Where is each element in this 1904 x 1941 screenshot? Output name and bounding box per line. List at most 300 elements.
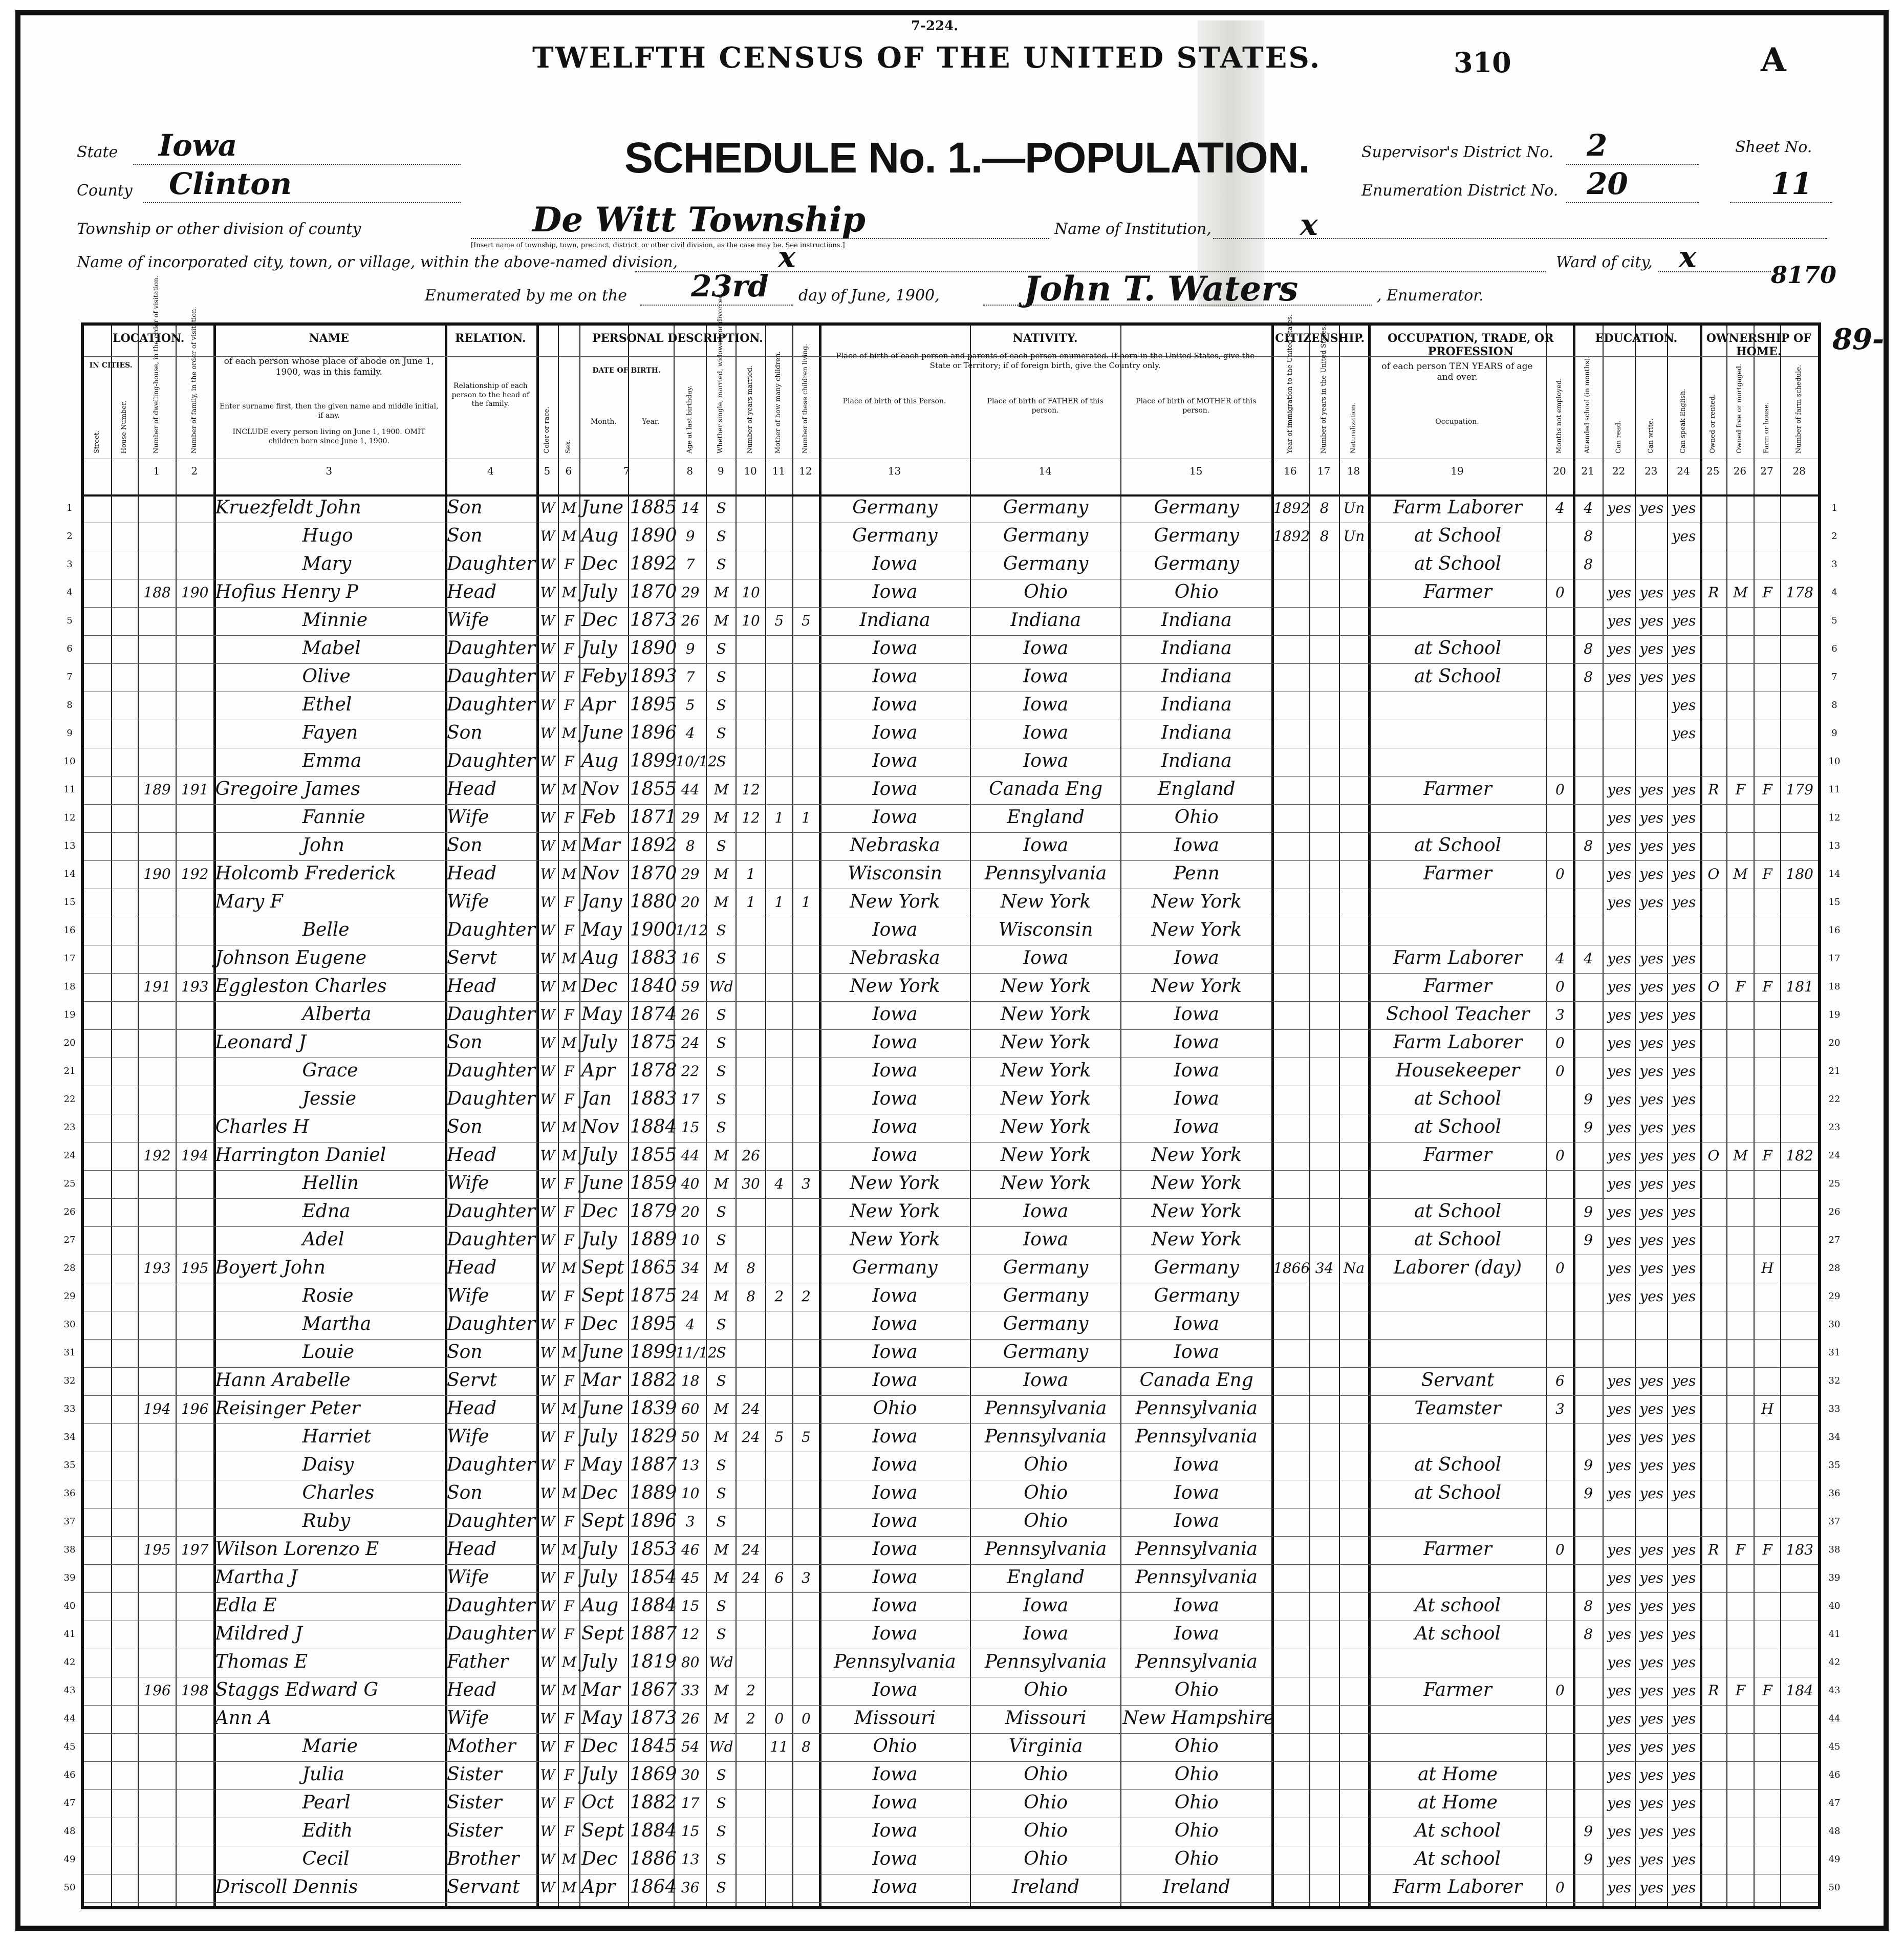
- cell-yr: 1840: [630, 976, 677, 997]
- cell-mc: 1: [774, 809, 784, 826]
- cell-rd: yes: [1607, 1400, 1632, 1417]
- cell-rel: Father: [446, 1651, 509, 1672]
- cell-col: W: [540, 950, 555, 967]
- cell-mon: Apr: [581, 1060, 616, 1081]
- row-number-right: 49: [1828, 1854, 1841, 1865]
- cell-bp: New York: [850, 891, 940, 912]
- cell-bp: Ohio: [873, 1736, 917, 1757]
- cell-rd: yes: [1607, 1626, 1632, 1643]
- cell-age: 34: [681, 1260, 700, 1277]
- cell-mar: S: [716, 1063, 726, 1080]
- cell-wr: yes: [1639, 1457, 1664, 1474]
- cell-wr: yes: [1639, 1541, 1664, 1558]
- cell-name: Fayen: [302, 722, 358, 743]
- cell-col: W: [540, 1034, 555, 1051]
- cell-col: W: [540, 753, 555, 770]
- cell-mne: 0: [1555, 866, 1565, 882]
- cell-yr: 1884: [630, 1595, 677, 1616]
- column-number: 3: [326, 465, 333, 477]
- cell-bp: Indiana: [859, 610, 931, 631]
- cell-mar: S: [716, 1795, 726, 1811]
- cell-rel: Head: [446, 1539, 497, 1560]
- cell-yus: 8: [1319, 500, 1329, 516]
- cell-yr: 1880: [630, 891, 677, 912]
- row-number-right: 39: [1828, 1572, 1841, 1583]
- cell-mne: 6: [1555, 1372, 1565, 1389]
- cell-sch: 9: [1584, 1203, 1593, 1220]
- row-number-left: 17: [63, 953, 76, 964]
- cell-name: Mary: [302, 553, 352, 574]
- row-rule: [84, 1226, 1818, 1227]
- census-sheet: [15, 10, 1889, 1931]
- cell-rel: Daughter: [446, 1454, 535, 1475]
- cell-om: F: [1735, 978, 1746, 995]
- cell-mon: July: [581, 638, 617, 659]
- cell-yr: 1874: [630, 1004, 677, 1025]
- row-number-left: 10: [63, 756, 76, 767]
- cell-sex: F: [564, 1457, 574, 1474]
- row-number-right: 30: [1828, 1319, 1841, 1330]
- cell-col: W: [540, 809, 555, 826]
- subhead-birth-mother: Place of birth of MOTHER of this person.: [1136, 397, 1257, 415]
- cell-bf: Iowa: [1023, 666, 1069, 687]
- cell-yr: 1859: [630, 1173, 677, 1194]
- cell-sch: 4: [1584, 500, 1593, 516]
- cell-rel: Head: [446, 976, 497, 997]
- cell-bm: New York: [1151, 1229, 1242, 1250]
- cell-om: F: [1735, 1682, 1746, 1699]
- cell-bp: New York: [850, 976, 940, 997]
- cell-age: 11/12: [676, 1344, 717, 1361]
- cell-mc: 6: [774, 1569, 784, 1586]
- cell-yr: 1879: [630, 1201, 677, 1222]
- row-number-right: 4: [1831, 587, 1837, 598]
- cell-yr: 1864: [630, 1877, 677, 1897]
- cell-sex: F: [564, 1091, 574, 1108]
- cell-mne: 0: [1555, 1034, 1565, 1051]
- cell-yus: 34: [1315, 1260, 1334, 1277]
- cell-wr: yes: [1639, 1147, 1664, 1164]
- cell-fh: F: [1762, 584, 1772, 601]
- row-number-right: 22: [1828, 1094, 1841, 1105]
- cell-name: Rosie: [302, 1285, 354, 1306]
- row-number-right: 5: [1831, 615, 1837, 626]
- cell-wr: yes: [1639, 1372, 1664, 1389]
- cell-name: Jessie: [302, 1088, 357, 1109]
- row-number-right: 36: [1828, 1488, 1841, 1499]
- cell-mar: S: [716, 1766, 726, 1783]
- row-number-right: 11: [1828, 784, 1841, 795]
- row-number-left: 49: [63, 1854, 76, 1865]
- cell-mne: 0: [1555, 1063, 1565, 1080]
- row-number-right: 42: [1828, 1657, 1841, 1668]
- cell-yr: 1869: [630, 1764, 677, 1785]
- cell-sex: F: [564, 1372, 574, 1389]
- column-number: 10: [744, 465, 757, 477]
- cell-rd: yes: [1607, 1175, 1632, 1192]
- supervisor-value: 2: [1587, 128, 1608, 163]
- cell-name: Reisinger Peter: [215, 1398, 360, 1419]
- cell-col: W: [540, 1766, 555, 1783]
- cell-mon: June: [581, 497, 624, 518]
- cell-wr: yes: [1639, 1710, 1664, 1727]
- cell-sex: F: [564, 640, 574, 657]
- row-number-right: 21: [1828, 1066, 1841, 1076]
- cell-sp: yes: [1672, 668, 1696, 685]
- cell-bm: Penn: [1173, 863, 1220, 884]
- cell-dw: 193: [143, 1260, 171, 1277]
- cell-sp: yes: [1672, 1682, 1696, 1699]
- subhead-age: Age at last birthday.: [685, 385, 694, 454]
- cell-bp: Iowa: [872, 1032, 918, 1053]
- cell-mar: S: [716, 1457, 726, 1474]
- census-title: TWELFTH CENSUS OF THE UNITED STATES.: [532, 41, 1322, 75]
- subhead-dwelling: Number of dwelling-house, in the order of visitation.: [153, 275, 161, 454]
- cell-bm: New York: [1151, 1201, 1242, 1222]
- cell-mon: Dec: [581, 1848, 618, 1869]
- cell-bp: Germany: [852, 497, 938, 518]
- cell-bp: Germany: [852, 525, 938, 546]
- cell-name: Mildred J: [215, 1623, 302, 1644]
- cell-age: 50: [681, 1429, 700, 1446]
- cell-rd: yes: [1607, 1710, 1632, 1727]
- cell-col: W: [540, 528, 555, 545]
- cell-mon: July: [581, 1229, 617, 1250]
- column-number: 21: [1581, 465, 1594, 477]
- column-number: 12: [799, 465, 812, 477]
- cell-ym: 12: [742, 809, 760, 826]
- cell-wr: yes: [1639, 781, 1664, 798]
- cell-yr: 1899: [630, 1342, 677, 1363]
- cell-occ: Farm Laborer: [1393, 497, 1523, 518]
- row-number-left: 33: [63, 1404, 76, 1414]
- subhead-occupation: Occupation.: [1435, 418, 1479, 426]
- cell-mar: M: [713, 1541, 729, 1558]
- cell-rel: Daughter: [446, 1088, 535, 1109]
- row-number-left: 30: [63, 1319, 76, 1330]
- row-number-right: 1: [1831, 503, 1837, 513]
- cell-age: 26: [681, 1006, 700, 1023]
- cell-rd: yes: [1607, 837, 1632, 854]
- cell-mne: 0: [1555, 1541, 1565, 1558]
- cell-wr: yes: [1639, 1823, 1664, 1840]
- cell-rd: yes: [1607, 781, 1632, 798]
- cell-mon: Dec: [581, 610, 618, 631]
- cell-col: W: [540, 697, 555, 714]
- row-number-left: 27: [63, 1235, 76, 1245]
- cell-mc: 5: [774, 612, 784, 629]
- cell-bf: New York: [1000, 1145, 1091, 1166]
- cell-bp: Iowa: [872, 553, 918, 574]
- cell-age: 18: [681, 1372, 700, 1389]
- cell-yr: 1885: [630, 497, 677, 518]
- cell-mon: May: [581, 1454, 622, 1475]
- cell-mon: June: [581, 722, 624, 743]
- cell-sp: yes: [1672, 1598, 1696, 1614]
- cell-rd: yes: [1607, 1260, 1632, 1277]
- cell-bp: Iowa: [872, 638, 918, 659]
- subhead-marital: Whether single, married, widowed, or divorced.: [717, 292, 725, 454]
- cell-bp: Iowa: [872, 722, 918, 743]
- cell-fs: 183: [1786, 1541, 1813, 1558]
- cell-bm: Iowa: [1174, 1623, 1219, 1644]
- cell-rel: Sister: [446, 1764, 502, 1785]
- group-header-name: NAME: [309, 332, 349, 345]
- subhead-living: Number of these children living.: [801, 343, 809, 454]
- cell-mne: 0: [1555, 1260, 1565, 1277]
- cell-mon: Jan: [581, 1088, 612, 1109]
- cell-occ: Farmer: [1423, 581, 1492, 602]
- cell-fam: 193: [181, 978, 209, 995]
- cell-mne: 4: [1555, 950, 1565, 967]
- cell-cl: 5: [801, 612, 811, 629]
- row-number-left: 39: [63, 1572, 76, 1583]
- cell-bf: Missouri: [1005, 1708, 1087, 1729]
- cell-age: 44: [681, 781, 700, 798]
- subhead-name-include: INCLUDE every person living on June 1, 1900. OMIT children born since June 1, 1900.: [232, 428, 425, 445]
- cell-occ: Teamster: [1414, 1398, 1501, 1419]
- cell-age: 3: [685, 1513, 695, 1530]
- cell-col: W: [540, 1147, 555, 1164]
- cell-sch: 8: [1584, 1598, 1593, 1614]
- cell-sch: 9: [1584, 1823, 1593, 1840]
- cell-yr: 1845: [630, 1736, 677, 1757]
- cell-bf: New York: [1000, 1088, 1091, 1109]
- cell-bf: Ohio: [1024, 1848, 1068, 1869]
- header-rule: [84, 494, 1818, 497]
- cell-yus: 8: [1319, 528, 1329, 545]
- cell-bm: Indiana: [1161, 694, 1232, 715]
- cell-bp: Iowa: [872, 1426, 918, 1447]
- cell-mne: 0: [1555, 584, 1565, 601]
- cell-bm: Germany: [1154, 525, 1239, 546]
- cell-age: 15: [681, 1598, 700, 1614]
- cell-wr: yes: [1639, 1795, 1664, 1811]
- cell-col: W: [540, 725, 555, 742]
- cell-bp: Iowa: [872, 694, 918, 715]
- cell-rd: yes: [1607, 612, 1632, 629]
- cell-sex: F: [564, 1738, 574, 1755]
- cell-col: W: [540, 1429, 555, 1446]
- cell-cl: 8: [801, 1738, 811, 1755]
- cell-age: 7: [685, 668, 695, 685]
- cell-sex: F: [564, 1710, 574, 1727]
- row-number-left: 6: [67, 643, 73, 654]
- cell-mc: 2: [774, 1288, 784, 1305]
- cell-dw: 192: [143, 1147, 171, 1164]
- cell-mar: M: [713, 894, 729, 911]
- row-number-right: 2: [1831, 531, 1837, 542]
- cell-rel: Son: [446, 1116, 483, 1137]
- row-number-left: 35: [63, 1460, 76, 1471]
- cell-bm: Ohio: [1174, 581, 1219, 602]
- row-number-right: 28: [1828, 1263, 1841, 1274]
- cell-fam: 197: [181, 1541, 209, 1558]
- cell-rel: Daughter: [446, 1004, 535, 1025]
- cell-cl: 3: [801, 1175, 811, 1192]
- cell-yr: 1819: [630, 1651, 677, 1672]
- row-number-left: 18: [63, 981, 76, 992]
- cell-bp: Iowa: [872, 1454, 918, 1475]
- township-value: De Witt Township: [532, 200, 866, 240]
- cell-name: Hann Arabelle: [215, 1370, 351, 1391]
- cell-mar: S: [716, 922, 726, 939]
- cell-sp: yes: [1672, 1372, 1696, 1389]
- cell-col: W: [540, 1795, 555, 1811]
- cell-col: W: [540, 1063, 555, 1080]
- cell-sex: F: [564, 1203, 574, 1220]
- row-number-right: 12: [1828, 812, 1841, 823]
- cell-bp: Iowa: [872, 807, 918, 828]
- cell-mar: S: [716, 1485, 726, 1502]
- city-label: Name of incorporated city, town, or village, within the above-named division,: [77, 253, 678, 271]
- cell-name: Kruezfeldt John: [215, 497, 361, 518]
- row-number-left: 44: [63, 1713, 76, 1724]
- cell-rel: Wife: [446, 891, 489, 912]
- cell-fam: 190: [181, 584, 209, 601]
- cell-rel: Daughter: [446, 638, 535, 659]
- cell-wr: yes: [1639, 809, 1664, 826]
- row-rule: [84, 1705, 1818, 1706]
- cell-bm: Iowa: [1174, 1313, 1219, 1334]
- column-divider: [176, 326, 177, 1906]
- cell-sch: 9: [1584, 1119, 1593, 1136]
- cell-sex: M: [561, 584, 577, 601]
- row-rule: [84, 1395, 1818, 1396]
- subhead-sex: Sex.: [564, 439, 572, 454]
- subhead-years_us: Number of years in the United States.: [1319, 325, 1328, 454]
- row-rule: [84, 776, 1818, 777]
- row-rule: [84, 635, 1818, 636]
- column-number: 15: [1189, 465, 1203, 477]
- cell-mar: M: [713, 1569, 729, 1586]
- cell-occ: at School: [1414, 1201, 1502, 1222]
- cell-name: Ruby: [302, 1511, 351, 1532]
- sheet-stamp: 310: [1454, 46, 1511, 79]
- column-divider: [1667, 326, 1668, 1906]
- cell-mar: S: [716, 1316, 726, 1333]
- cell-age: 5: [685, 697, 695, 714]
- cell-bf: Indiana: [1010, 610, 1081, 631]
- cell-sex: F: [564, 556, 574, 573]
- cell-age: 45: [681, 1569, 700, 1586]
- row-rule: [84, 1592, 1818, 1593]
- cell-name: Fannie: [302, 807, 365, 828]
- column-number: 5: [544, 465, 551, 477]
- column-divider: [1271, 326, 1274, 1906]
- subhead-year: Year.: [642, 418, 660, 426]
- cell-rd: yes: [1607, 1147, 1632, 1164]
- column-number: 26: [1733, 465, 1747, 477]
- cell-bm: Iowa: [1174, 1342, 1219, 1363]
- row-number-left: 8: [67, 700, 73, 710]
- cell-sex: F: [564, 922, 574, 939]
- cell-fh: F: [1762, 781, 1772, 798]
- cell-col: W: [540, 1372, 555, 1389]
- cell-bp: Wisconsin: [848, 863, 942, 884]
- cell-bm: Germany: [1154, 553, 1239, 574]
- row-number-left: 45: [63, 1741, 76, 1752]
- cell-col: W: [540, 1006, 555, 1023]
- cell-sp: yes: [1672, 1260, 1696, 1277]
- cell-rel: Son: [446, 835, 483, 856]
- cell-mc: 0: [774, 1710, 784, 1727]
- cell-ym: 24: [742, 1541, 760, 1558]
- cell-sp: yes: [1672, 837, 1696, 854]
- cell-bf: Ireland: [1012, 1877, 1080, 1897]
- cell-rel: Daughter: [446, 1201, 535, 1222]
- cell-bp: Iowa: [872, 1482, 918, 1503]
- cell-mar: M: [713, 1400, 729, 1417]
- cell-bp: Iowa: [872, 1285, 918, 1306]
- institution-value: x: [1300, 207, 1318, 242]
- cell-yr: 1878: [630, 1060, 677, 1081]
- row-number-left: 41: [63, 1629, 76, 1640]
- column-number: 24: [1677, 465, 1690, 477]
- cell-rd: yes: [1607, 1879, 1632, 1896]
- cell-bf: Ohio: [1024, 1792, 1068, 1813]
- cell-mon: Jany: [581, 891, 622, 912]
- cell-yr: 1884: [630, 1116, 677, 1137]
- cell-col: W: [540, 1203, 555, 1220]
- cell-col: W: [540, 612, 555, 629]
- cell-wr: yes: [1639, 1063, 1664, 1080]
- cell-sp: yes: [1672, 1457, 1696, 1474]
- cell-name: Alberta: [302, 1004, 372, 1025]
- row-number-left: 19: [63, 1009, 76, 1020]
- cell-age: 10: [681, 1232, 700, 1248]
- row-number-left: 20: [63, 1038, 76, 1048]
- column-divider: [138, 326, 139, 1906]
- cell-mon: July: [581, 1032, 617, 1053]
- group-header-citizenship: CITIZENSHIP.: [1275, 332, 1365, 345]
- cell-ym: 2: [746, 1710, 755, 1727]
- cell-sch: 4: [1584, 950, 1593, 967]
- cell-mar: M: [713, 584, 729, 601]
- cell-bf: Pennsylvania: [984, 1426, 1107, 1447]
- cell-sex: M: [561, 1400, 577, 1417]
- cell-mar: S: [716, 1851, 726, 1868]
- cell-sch: 8: [1584, 640, 1593, 657]
- cell-name: Boyert John: [215, 1257, 326, 1278]
- cell-sp: yes: [1672, 1147, 1696, 1164]
- cell-occ: Farmer: [1423, 1145, 1492, 1166]
- cell-bp: Iowa: [872, 1623, 918, 1644]
- row-number-right: 46: [1828, 1770, 1841, 1780]
- cell-name: Daisy: [302, 1454, 354, 1475]
- cell-bm: New York: [1151, 1145, 1242, 1166]
- cell-cl: 2: [801, 1288, 811, 1305]
- cell-bm: Ohio: [1174, 1848, 1219, 1869]
- cell-or: O: [1707, 1147, 1720, 1164]
- cell-wr: yes: [1639, 1429, 1664, 1446]
- cell-sex: F: [564, 612, 574, 629]
- cell-wr: yes: [1639, 1006, 1664, 1023]
- cell-age: 4: [685, 1316, 695, 1333]
- cell-yr: 1873: [630, 610, 677, 631]
- cell-fam: 192: [181, 866, 209, 882]
- row-number-right: 13: [1828, 840, 1841, 851]
- row-number-right: 10: [1828, 756, 1841, 767]
- cell-sch: 8: [1584, 1626, 1593, 1643]
- cell-rd: yes: [1607, 809, 1632, 826]
- cell-col: W: [540, 837, 555, 854]
- cell-fs: 180: [1786, 866, 1813, 882]
- cell-yr: 1855: [630, 779, 677, 800]
- cell-bm: Indiana: [1161, 666, 1232, 687]
- cell-cl: 5: [801, 1429, 811, 1446]
- cell-sex: F: [564, 894, 574, 911]
